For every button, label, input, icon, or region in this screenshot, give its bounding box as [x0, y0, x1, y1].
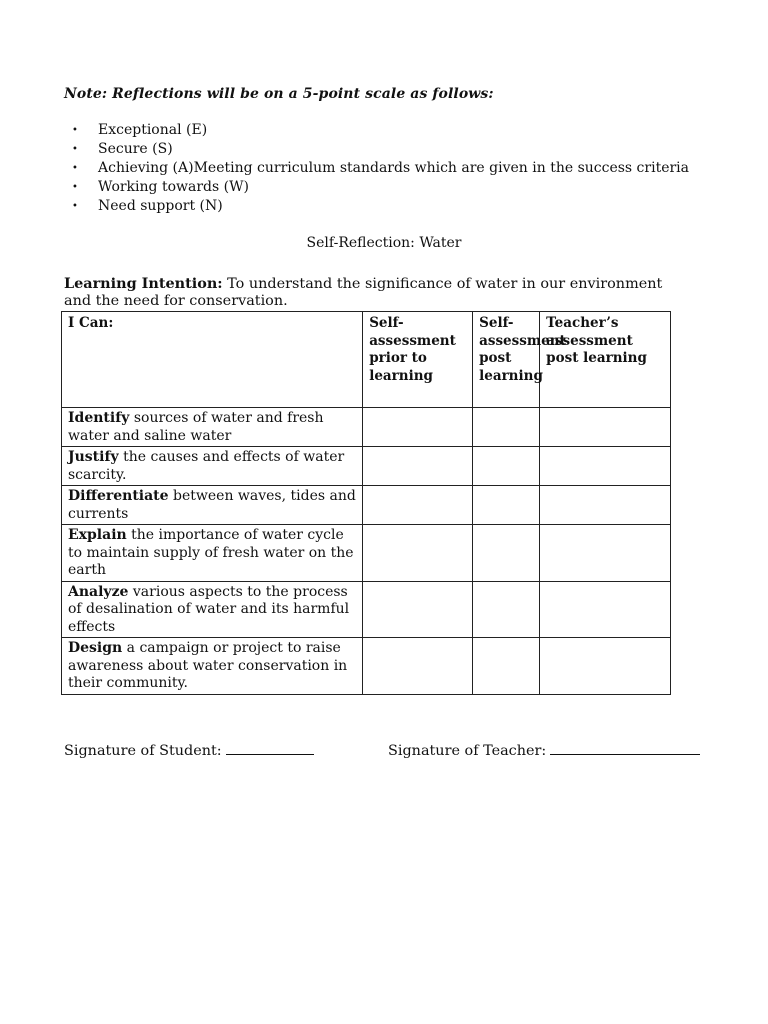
- teacher-cell[interactable]: [540, 408, 671, 447]
- table-row: [62, 525, 671, 582]
- bullet-icon: •: [72, 125, 78, 136]
- criterion-text: the causes and effects of water scarcity.: [68, 449, 345, 483]
- teacher-cell[interactable]: [540, 638, 671, 695]
- scale-label: Need support (N): [98, 198, 223, 214]
- header-i-can: I Can:: [62, 312, 363, 408]
- criterion-verb: Explain: [68, 527, 127, 543]
- list-item: [72, 140, 689, 159]
- criterion-text: the importance of water cycle to maintain supply of fresh water on the earth: [68, 527, 354, 578]
- teacher-cell[interactable]: [540, 525, 671, 582]
- criterion-verb: Justify: [68, 449, 119, 465]
- self-prior-cell[interactable]: [363, 447, 473, 486]
- teacher-signature: [388, 740, 700, 759]
- self-prior-cell[interactable]: [363, 486, 473, 525]
- criterion-cell: [62, 581, 363, 638]
- list-item: [72, 178, 689, 197]
- bullet-icon: •: [72, 144, 78, 155]
- table-row: [62, 581, 671, 638]
- teacher-cell[interactable]: [540, 486, 671, 525]
- header-self-prior: Self-assessment prior to learning: [363, 312, 473, 408]
- self-post-cell[interactable]: [473, 525, 540, 582]
- criterion-cell: [62, 638, 363, 695]
- self-post-cell[interactable]: [473, 581, 540, 638]
- criterion-text: between waves, tides and currents: [68, 488, 356, 522]
- student-signature-line[interactable]: [226, 740, 314, 755]
- self-post-cell[interactable]: [473, 408, 540, 447]
- header-self-post: Self-assessment post learning: [473, 312, 540, 408]
- criterion-verb: Identify: [68, 410, 130, 426]
- teacher-signature-label: Signature of Teacher:: [388, 743, 547, 759]
- self-prior-cell[interactable]: [363, 408, 473, 447]
- self-post-cell[interactable]: [473, 447, 540, 486]
- self-prior-cell[interactable]: [363, 581, 473, 638]
- self-prior-cell[interactable]: [363, 525, 473, 582]
- table-row: [62, 408, 671, 447]
- table-header-row: [62, 312, 671, 408]
- scale-note: Note: Reflections will be on a 5-point scale as follows:: [64, 86, 494, 102]
- scale-label: Exceptional (E): [98, 122, 208, 138]
- criterion-cell: [62, 525, 363, 582]
- criterion-verb: Design: [68, 640, 123, 656]
- table-row: [62, 638, 671, 695]
- list-item: [72, 121, 689, 140]
- criterion-verb: Analyze: [68, 583, 129, 600]
- criterion-text: sources of water and fresh water and saline water: [68, 410, 324, 444]
- self-reflection-table: [61, 311, 671, 695]
- scale-list: [72, 121, 689, 216]
- scale-label: Achieving (A)Meeting curriculum standards which are given in the success criteria: [98, 160, 689, 176]
- learning-intention-label: Learning Intention:: [64, 275, 223, 292]
- teacher-cell[interactable]: [540, 581, 671, 638]
- scale-label: Working towards (W): [98, 179, 249, 195]
- criterion-text: various aspects to the process of desalination of water and its harmful effects: [68, 583, 350, 635]
- teacher-cell[interactable]: [540, 447, 671, 486]
- table-row: [62, 447, 671, 486]
- bullet-icon: •: [72, 163, 78, 174]
- criterion-text: a campaign or project to raise awareness about water conservation in their community.: [68, 640, 348, 691]
- learning-intention-text: To understand the significance of water in our environment and the need for conservation.: [64, 276, 663, 309]
- page-title: Self-Reflection: Water: [306, 235, 462, 251]
- self-post-cell[interactable]: [473, 638, 540, 695]
- bullet-icon: •: [72, 182, 78, 193]
- student-signature: [64, 740, 314, 759]
- teacher-signature-line[interactable]: [550, 740, 700, 755]
- header-teacher: Teacher’s assessment post learning: [540, 312, 671, 408]
- criterion-cell: [62, 486, 363, 525]
- self-prior-cell[interactable]: [363, 638, 473, 695]
- list-item: [72, 159, 689, 178]
- scale-label: Secure (S): [98, 141, 173, 157]
- criterion-cell: [62, 447, 363, 486]
- bullet-icon: •: [72, 201, 78, 212]
- criterion-verb: Differentiate: [68, 488, 169, 504]
- learning-intention: [64, 275, 684, 310]
- table-row: [62, 486, 671, 525]
- criterion-cell: [62, 408, 363, 447]
- list-item: [72, 197, 689, 216]
- student-signature-label: Signature of Student:: [64, 743, 222, 759]
- self-post-cell[interactable]: [473, 486, 540, 525]
